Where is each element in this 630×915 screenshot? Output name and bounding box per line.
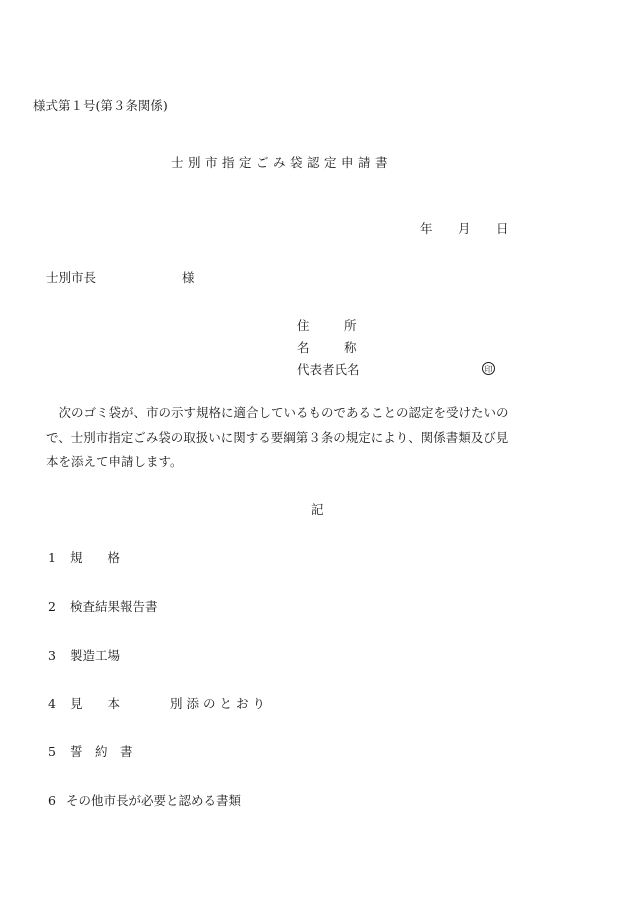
date-month-label: 月 xyxy=(458,221,471,236)
item-label: 規 格 xyxy=(70,550,121,565)
item-label: その他市長が必要と認める書類 xyxy=(66,793,242,808)
applicant-address-label-2: 所 xyxy=(344,318,357,333)
item-label: 製造工場 xyxy=(70,648,121,663)
applicant-address-label-1: 住 xyxy=(297,318,310,333)
date-day-label: 日 xyxy=(496,221,509,236)
item-label: 誓 約 書 xyxy=(70,744,133,759)
ki-heading: 記 xyxy=(311,502,324,517)
date-year-label: 年 xyxy=(420,221,433,236)
item-number: 6 xyxy=(48,793,56,808)
addressee-name: 士別市長 xyxy=(46,270,97,285)
item-number: 2 xyxy=(48,599,56,614)
item-number: 5 xyxy=(48,744,56,759)
application-statement: 次のゴミ袋が、市の示す規格に適合しているものであることの認定を受けたいので、士別市指定ごみ袋の取扱いに関する要綱第３条の規定により、関係書類及び見本を添えて申請します。 xyxy=(46,405,509,469)
applicant-name-label-2: 称 xyxy=(344,340,357,355)
item-label: 見 本 xyxy=(70,696,121,711)
item-number: 4 xyxy=(48,696,56,711)
representative-name-label: 代表者氏名 xyxy=(297,362,360,377)
addressee-honorific: 様 xyxy=(182,270,195,285)
item-label: 検査結果報告書 xyxy=(70,599,158,614)
seal-mark-icon: 印 xyxy=(482,362,495,375)
form-number: 様式第１号(第３条関係) xyxy=(33,98,168,113)
item-number: 1 xyxy=(48,550,56,565)
document-title: 士別市指定ごみ袋認定申請書 xyxy=(171,155,393,170)
applicant-name-label-1: 名 xyxy=(297,340,310,355)
item-number: 3 xyxy=(48,648,56,663)
item-note: 別添のとおり xyxy=(170,696,270,711)
